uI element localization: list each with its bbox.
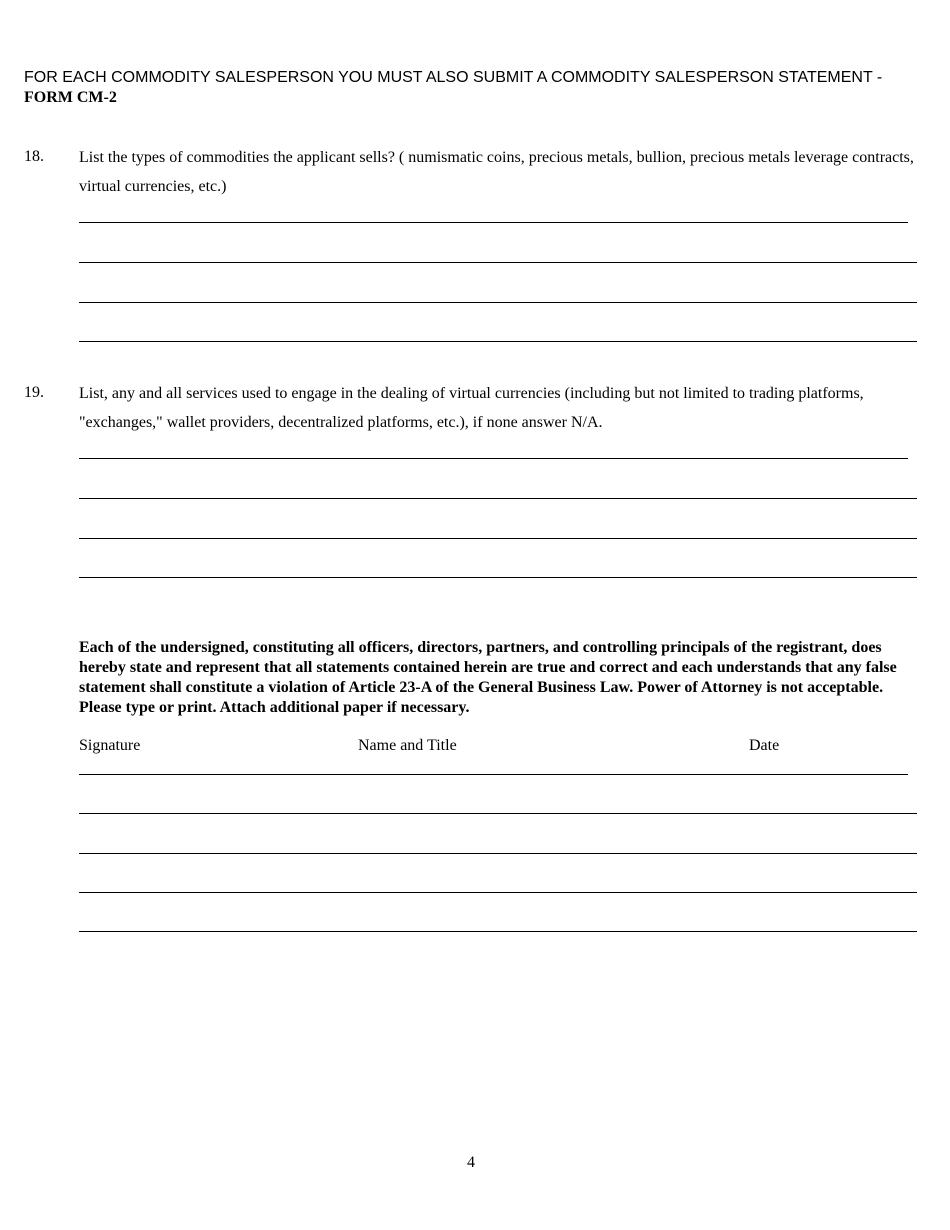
signature-row-line[interactable] [79,892,917,893]
signature-row-line[interactable] [79,931,917,932]
signature-row-line[interactable] [79,853,917,854]
question-18-answer-line[interactable] [79,302,917,303]
question-19-answer-line[interactable] [79,498,917,499]
signature-row-line[interactable] [79,774,908,775]
question-18-text: List the types of commodities the applicant sells? ( numismatic coins, precious metals, bullion, precious metals leverage contracts, virtual currencies, etc.) [79,149,914,195]
question-18-number: 18. [24,148,44,165]
form-header-form-id: FORM CM-2 [24,89,117,106]
name-title-column-label: Name and Title [358,737,457,754]
question-19-answer-line[interactable] [79,577,917,578]
date-column-label: Date [749,737,780,754]
signature-row-line[interactable] [79,813,917,814]
attestation-statement: Each of the undersigned, constituting all officers, directors, partners, and controlling principals of the registrant, does hereby state and represent that all statements contained herein are true and correct and each understands that any false statement shall constitute a violation of Article 23-A of the General Business Law. Power of Attorney is not acceptable. Please type or print. Attach additional paper if necessary. [79,639,897,716]
question-19-answer-line[interactable] [79,458,908,459]
question-19-answer-line[interactable] [79,538,917,539]
question-18-answer-line[interactable] [79,222,908,223]
signature-column-label: Signature [79,737,141,754]
question-19-text: List, any and all services used to engage in the dealing of virtual currencies (including but not limited to trading platforms, "exchanges," wallet providers, decentralized platforms, etc.), if none answer N/A. [79,385,864,431]
question-18-answer-line[interactable] [79,341,917,342]
question-18-answer-line[interactable] [79,262,917,263]
form-header-instruction: FOR EACH COMMODITY SALESPERSON YOU MUST ALSO SUBMIT A COMMODITY SALESPERSON STATEMENT - [24,69,883,86]
page-number: 4 [467,1154,475,1171]
question-19-number: 19. [24,384,44,401]
